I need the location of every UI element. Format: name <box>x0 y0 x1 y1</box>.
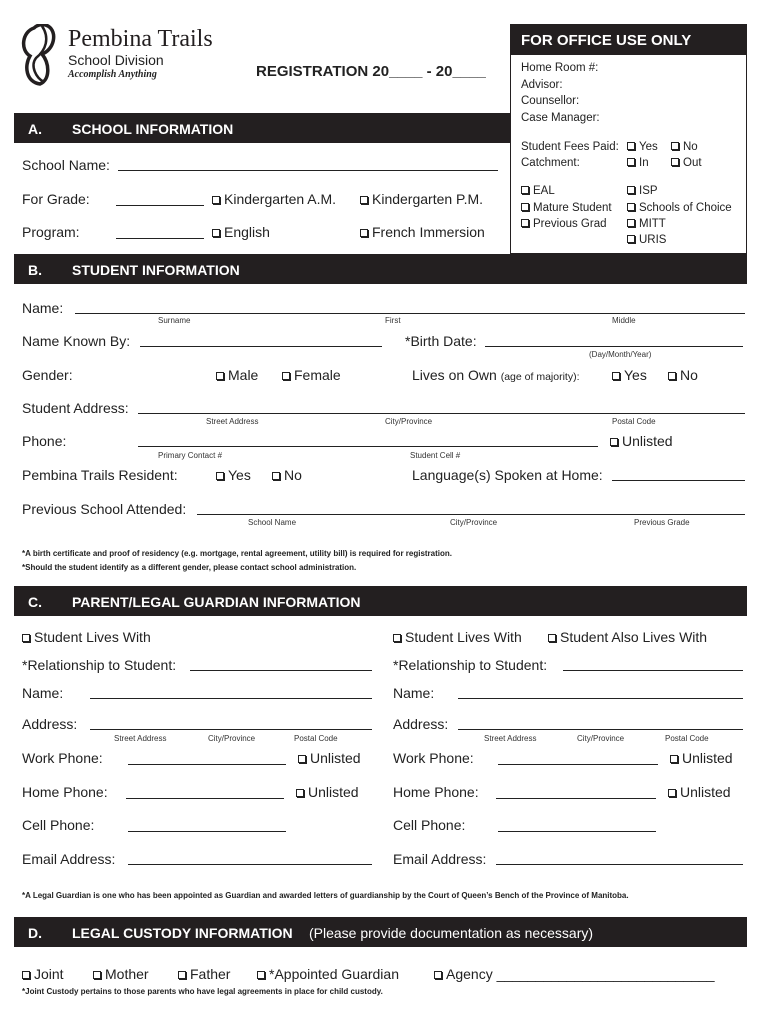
section-letter: C. <box>28 594 42 610</box>
office-fees-no[interactable] <box>671 141 698 153</box>
option-label: No <box>284 467 302 483</box>
logo-tagline: Accomplish Anything <box>68 69 157 80</box>
g1-street-caption: Street Address <box>114 734 167 743</box>
office-use-box <box>510 24 747 254</box>
option-english[interactable] <box>212 224 270 240</box>
g2-relationship-label: *Relationship to Student: <box>393 657 548 673</box>
g1-home-label: Home Phone: <box>22 784 108 800</box>
option-label: Mother <box>105 966 149 982</box>
option-label: URIS <box>639 234 667 246</box>
g2-home-label: Home Phone: <box>393 784 479 800</box>
option-lives-with-1[interactable] <box>22 629 151 645</box>
g2-address-field[interactable] <box>458 729 743 730</box>
office-fees-yes[interactable] <box>627 141 658 153</box>
checkbox-icon[interactable] <box>22 971 30 979</box>
lives-own-label <box>412 367 580 383</box>
g2-work-field[interactable] <box>498 764 658 765</box>
school-name-caption: School Name <box>248 518 297 527</box>
majority-text: (age of majority): <box>500 371 580 383</box>
section-title: SCHOOL INFORMATION <box>72 121 234 137</box>
checkbox-icon[interactable] <box>521 186 529 194</box>
page-title: REGISTRATION 20____ - 20____ <box>256 63 486 80</box>
checkbox-icon[interactable] <box>671 158 679 166</box>
option-label: EAL <box>533 185 555 197</box>
option-label: Mature Student <box>533 202 612 214</box>
g1-name-field[interactable] <box>90 698 372 699</box>
option-label: Student Lives With <box>34 629 151 645</box>
g2-cell-field[interactable] <box>498 831 656 832</box>
school-name-field[interactable] <box>118 170 498 171</box>
option-label: Agency ____________________________ <box>446 966 715 982</box>
g2-work-unlisted[interactable] <box>670 750 733 766</box>
checkbox-icon[interactable] <box>178 971 186 979</box>
option-lives-own-yes[interactable] <box>612 367 647 383</box>
office-case-manager: Case Manager: <box>521 112 600 124</box>
prev-city-caption: City/Province <box>450 518 498 527</box>
section-b-note-1: *A birth certificate and proof of residency (e.g. mortgage, rental agreement, utility bill) is required for registration. <box>22 549 453 558</box>
school-name-label: School Name: <box>22 157 110 173</box>
checkbox-icon[interactable] <box>627 203 635 211</box>
office-prevgrad[interactable] <box>521 218 607 230</box>
g2-email-field[interactable] <box>496 864 743 865</box>
g2-postal-caption: Postal Code <box>665 734 709 743</box>
option-appointed[interactable] <box>257 966 399 982</box>
checkbox-icon[interactable] <box>668 372 676 380</box>
lives-own-text: Lives on Own <box>412 367 497 383</box>
birth-date-field[interactable] <box>485 346 743 347</box>
option-lives-with-2[interactable] <box>393 629 522 645</box>
office-advisor: Advisor: <box>521 79 563 91</box>
section-a-header <box>14 113 510 143</box>
g2-name-label: Name: <box>393 685 435 701</box>
option-k-am[interactable] <box>212 191 336 207</box>
option-label: Unlisted <box>310 750 361 766</box>
office-counsellor: Counsellor: <box>521 95 580 107</box>
option-label: In <box>639 157 649 169</box>
option-label: No <box>680 367 698 383</box>
office-catchment-out[interactable] <box>671 157 702 169</box>
g1-postal-caption: Postal Code <box>294 734 338 743</box>
g1-relationship-label: *Relationship to Student: <box>22 657 177 673</box>
option-label: Unlisted <box>680 784 731 800</box>
office-catchment-label: Catchment: <box>521 157 580 169</box>
languages-label: Language(s) Spoken at Home: <box>412 467 603 483</box>
option-label: Yes <box>639 141 658 153</box>
surname-caption: Surname <box>158 316 191 325</box>
office-catchment-in[interactable] <box>627 157 649 169</box>
phone-field[interactable] <box>138 446 598 447</box>
prev-school-field[interactable] <box>197 514 745 515</box>
option-phone-unlisted[interactable] <box>610 433 673 449</box>
option-label: No <box>683 141 698 153</box>
option-label: Previous Grad <box>533 218 607 230</box>
option-resident-no[interactable] <box>272 467 302 483</box>
checkbox-icon[interactable] <box>627 235 635 243</box>
office-fees-label: Student Fees Paid: <box>521 141 619 153</box>
checkbox-icon[interactable] <box>521 219 529 227</box>
g1-work-field[interactable] <box>128 764 286 765</box>
checkbox-icon[interactable] <box>216 472 224 480</box>
logo-name: Pembina Trails <box>68 26 213 52</box>
known-by-label: Name Known By: <box>22 333 131 349</box>
g1-email-label: Email Address: <box>22 851 116 867</box>
option-mother[interactable] <box>93 966 149 982</box>
section-title: PARENT/LEGAL GUARDIAN INFORMATION <box>72 594 361 610</box>
program-label: Program: <box>22 224 80 240</box>
option-agency[interactable] <box>434 966 715 982</box>
checkbox-icon[interactable] <box>434 971 442 979</box>
section-title: LEGAL CUSTODY INFORMATION <box>72 925 293 941</box>
gender-label: Gender: <box>22 367 73 383</box>
g2-name-field[interactable] <box>458 698 743 699</box>
option-label: Joint <box>34 966 64 982</box>
checkbox-icon[interactable] <box>627 219 635 227</box>
student-cell-caption: Student Cell # <box>410 451 461 460</box>
option-also-lives-with[interactable] <box>548 629 707 645</box>
option-k-pm[interactable] <box>360 191 483 207</box>
option-lives-own-no[interactable] <box>668 367 698 383</box>
option-label: ISP <box>639 185 658 197</box>
city-caption: City/Province <box>385 417 433 426</box>
checkbox-icon[interactable] <box>212 229 220 237</box>
g1-relationship-field[interactable] <box>190 670 372 671</box>
postal-caption: Postal Code <box>612 417 656 426</box>
prev-school-label: Previous School Attended: <box>22 501 187 517</box>
g1-home-field[interactable] <box>126 798 284 799</box>
program-field[interactable] <box>116 238 204 239</box>
birth-date-label: *Birth Date: <box>405 333 477 349</box>
first-caption: First <box>385 316 401 325</box>
option-label: Male <box>228 367 259 383</box>
g2-home-field[interactable] <box>496 798 656 799</box>
logo <box>20 24 240 84</box>
section-c-header <box>14 586 747 616</box>
section-letter: B. <box>28 262 42 278</box>
checkbox-icon[interactable] <box>360 196 368 204</box>
checkbox-icon[interactable] <box>393 634 401 642</box>
checkbox-icon[interactable] <box>296 789 304 797</box>
option-label: Kindergarten A.M. <box>224 191 337 207</box>
checkbox-icon[interactable] <box>22 634 30 642</box>
name-field[interactable] <box>75 313 745 314</box>
languages-field[interactable] <box>612 480 745 481</box>
g2-work-label: Work Phone: <box>393 750 474 766</box>
option-label: Unlisted <box>308 784 359 800</box>
logo-ribbon-icon <box>20 24 64 86</box>
student-address-label: Student Address: <box>22 400 129 416</box>
checkbox-icon[interactable] <box>282 372 290 380</box>
g1-work-label: Work Phone: <box>22 750 103 766</box>
resident-label: Pembina Trails Resident: <box>22 467 178 483</box>
option-label: Schools of Choice <box>639 202 732 214</box>
section-d-header <box>14 917 747 947</box>
section-c-note: *A Legal Guardian is one who has been appointed as Guardian and awarded letters of guardianship by the Court of Queen’s Bench of the Province of Manitoba. <box>22 891 629 900</box>
option-label: French Immersion <box>372 224 485 240</box>
option-label: Female <box>294 367 341 383</box>
office-mitt[interactable] <box>627 218 666 230</box>
section-title: STUDENT INFORMATION <box>72 262 240 278</box>
option-french[interactable] <box>360 224 485 240</box>
middle-caption: Middle <box>612 316 636 325</box>
g1-cell-label: Cell Phone: <box>22 817 95 833</box>
option-female[interactable] <box>282 367 341 383</box>
option-joint[interactable] <box>22 966 64 982</box>
office-homeroom: Home Room #: <box>521 62 599 74</box>
checkbox-icon[interactable] <box>671 142 679 150</box>
option-label: English <box>224 224 270 240</box>
office-choice[interactable] <box>627 202 732 214</box>
street-caption: Street Address <box>206 417 259 426</box>
checkbox-icon[interactable] <box>521 203 529 211</box>
checkbox-icon[interactable] <box>627 142 635 150</box>
office-uris[interactable] <box>627 234 666 246</box>
g1-cell-field[interactable] <box>128 831 286 832</box>
g1-name-label: Name: <box>22 685 64 701</box>
option-label: Unlisted <box>622 433 673 449</box>
student-address-field[interactable] <box>138 413 745 414</box>
option-label: Student Lives With <box>405 629 522 645</box>
g1-address-label: Address: <box>22 716 78 732</box>
g2-street-caption: Street Address <box>484 734 537 743</box>
grade-field[interactable] <box>116 205 204 206</box>
checkbox-icon[interactable] <box>93 971 101 979</box>
checkbox-icon[interactable] <box>257 971 265 979</box>
checkbox-icon[interactable] <box>670 755 678 763</box>
option-label: MITT <box>639 218 666 230</box>
office-eal[interactable] <box>521 185 555 197</box>
section-letter: A. <box>28 121 42 137</box>
checkbox-icon[interactable] <box>298 755 306 763</box>
phone-label: Phone: <box>22 433 67 449</box>
g2-email-label: Email Address: <box>393 851 487 867</box>
option-label: Yes <box>228 467 251 483</box>
g2-cell-label: Cell Phone: <box>393 817 466 833</box>
option-label: Kindergarten P.M. <box>372 191 484 207</box>
checkbox-icon[interactable] <box>610 438 618 446</box>
option-male[interactable] <box>216 367 258 383</box>
known-by-field[interactable] <box>140 346 382 347</box>
checkbox-icon[interactable] <box>272 472 280 480</box>
option-father[interactable] <box>178 966 230 982</box>
checkbox-icon[interactable] <box>216 372 224 380</box>
checkbox-icon[interactable] <box>548 634 556 642</box>
option-label: Unlisted <box>682 750 733 766</box>
section-d-note: *Joint Custody pertains to those parents who have legal agreements in place for child custody. <box>22 987 383 996</box>
checkbox-icon[interactable] <box>627 186 635 194</box>
checkbox-icon[interactable] <box>612 372 620 380</box>
name-label: Name: <box>22 300 64 316</box>
primary-contact-caption: Primary Contact # <box>158 451 223 460</box>
logo-sub: School Division <box>68 52 164 68</box>
g1-city-caption: City/Province <box>208 734 256 743</box>
option-resident-yes[interactable] <box>216 467 251 483</box>
section-letter: D. <box>28 925 42 941</box>
option-label: Student Also Lives With <box>560 629 708 645</box>
option-label: Father <box>190 966 231 982</box>
checkbox-icon[interactable] <box>627 158 635 166</box>
office-mature[interactable] <box>521 202 612 214</box>
g1-home-unlisted[interactable] <box>296 784 359 800</box>
option-label: Yes <box>624 367 647 383</box>
office-header: FOR OFFICE USE ONLY <box>511 25 746 55</box>
checkbox-icon[interactable] <box>212 196 220 204</box>
section-b-note-2: *Should the student identify as a different gender, please contact school administration. <box>22 563 357 572</box>
g2-address-label: Address: <box>393 716 449 732</box>
checkbox-icon[interactable] <box>360 229 368 237</box>
g1-address-field[interactable] <box>90 729 372 730</box>
for-grade-label: For Grade: <box>22 191 90 207</box>
g2-city-caption: City/Province <box>577 734 625 743</box>
section-b-header <box>14 254 747 284</box>
prev-grade-caption: Previous Grade <box>634 518 690 527</box>
dmy-caption: (Day/Month/Year) <box>589 350 652 359</box>
g2-relationship-field[interactable] <box>563 670 743 671</box>
option-label: Out <box>683 157 702 169</box>
section-subtitle: (Please provide documentation as necessary) <box>309 925 594 941</box>
checkbox-icon[interactable] <box>668 789 676 797</box>
option-label: *Appointed Guardian <box>269 966 399 982</box>
g1-email-field[interactable] <box>128 864 372 865</box>
g1-work-unlisted[interactable] <box>298 750 361 766</box>
office-isp[interactable] <box>627 185 658 197</box>
g2-home-unlisted[interactable] <box>668 784 731 800</box>
